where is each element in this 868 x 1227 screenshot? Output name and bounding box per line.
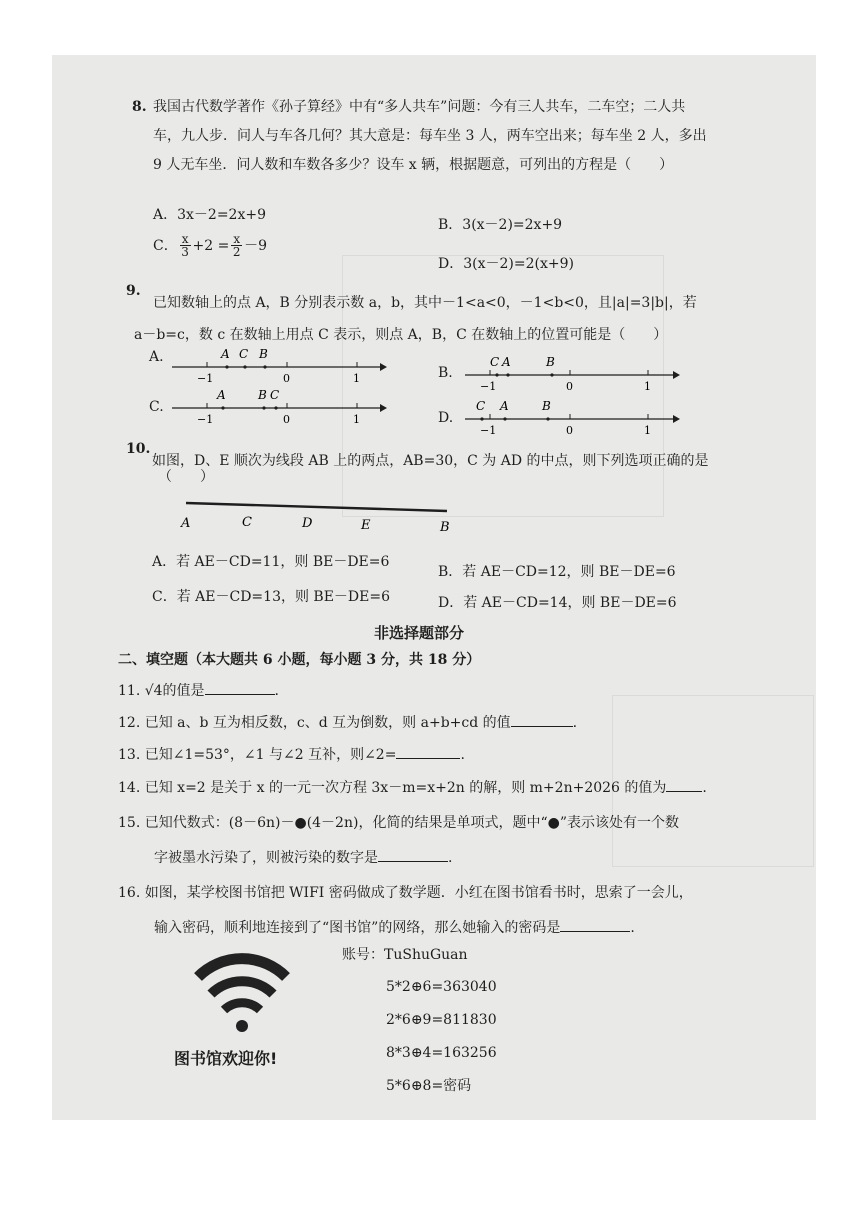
q8-text-line1: 我国古代数学著作《孙子算经》中有“多人共车”问题：今有三人共车，二车空；二人共 <box>153 99 686 115</box>
q10-text-line1: 如图，D、E 顺次为线段 AB 上的两点，AB=30，C 为 AD 的中点，则下列选项正确的是 <box>152 453 709 469</box>
q8-option-a: A．3x－2=2x+9 <box>153 207 266 223</box>
svg-text:A: A <box>500 399 509 413</box>
wifi-eq-1: 5*2⊕6=363040 <box>386 979 497 995</box>
svg-text:C: C <box>270 388 280 402</box>
q8-option-d: D．3(x－2)=2(x+9) <box>438 256 574 272</box>
seg-point-d: D <box>302 516 313 531</box>
q10-option-c: C．若 AE－CD=13，则 BE－DE=6 <box>152 589 391 605</box>
exam-page <box>52 55 816 1120</box>
q13: 13. 已知∠1=53°，∠1 与∠2 互补，则∠2= . <box>118 744 465 765</box>
q10-number: 10. <box>126 441 151 457</box>
q8-option-c: C． $\frac{x}{3}$ +2 = $\frac{x}{2}$ －9 <box>153 232 268 259</box>
wifi-icon <box>192 943 292 1039</box>
q10-segment-figure <box>172 495 462 539</box>
q8-text-line3: 9 人无车坐．问人数和车数各多少？设车 x 辆，根据题意，可列出的方程是（ ） <box>153 157 674 173</box>
svg-text:−1: −1 <box>480 424 497 437</box>
q15-line2: 字被墨水污染了，则被污染的数字是 . <box>154 847 452 868</box>
answer-blank[interactable] <box>666 777 702 792</box>
svg-text:B: B <box>258 388 267 402</box>
seg-point-b: B <box>440 520 450 535</box>
point-c: C <box>239 347 249 361</box>
answer-blank[interactable] <box>511 712 573 727</box>
svg-text:−1: −1 <box>197 413 214 426</box>
svg-text:A: A <box>502 355 511 369</box>
q10-paren: （ ） <box>158 469 214 485</box>
answer-blank[interactable] <box>378 847 448 862</box>
q9-number-line-a <box>167 340 387 384</box>
wifi-eq-2: 2*6⊕9=811830 <box>386 1012 497 1028</box>
answer-blank[interactable] <box>396 744 460 759</box>
wifi-eq-4: 5*6⊕8=密码 <box>386 1078 472 1094</box>
tick-label-neg1: −1 <box>197 372 214 384</box>
tick-label-1: 1 <box>353 372 360 384</box>
q9-number-line-c <box>167 388 387 432</box>
wifi-eq-3: 8*3⊕4=163256 <box>386 1045 497 1061</box>
q9-number-line-b <box>460 353 680 397</box>
seg-point-a: A <box>181 516 191 531</box>
svg-text:B: B <box>546 355 555 369</box>
svg-text:C: C <box>476 399 486 413</box>
q9-option-d-label: D. <box>438 410 454 426</box>
q8-number: 8. <box>132 99 147 115</box>
q16-line1: 16. 如图，某学校图书馆把 WIFI 密码做成了数学题．小红在图书馆看书时，思索了一会儿， <box>118 885 693 901</box>
q11: 11. √4的值是 . <box>118 680 279 701</box>
q10-option-a: A．若 AE－CD=11，则 BE－DE=6 <box>152 554 390 570</box>
q14: 14. 已知 x=2 是关于 x 的一元一次方程 3x－m=x+2n 的解，则 m+2n+2026 的值为 . <box>118 777 707 798</box>
q9-option-c-label: C. <box>149 399 164 415</box>
svg-text:−1: −1 <box>480 380 497 393</box>
q9-text-line2: a－b=c，数 c 在数轴上用点 C 表示，则点 A，B，C 在数轴上的位置可能是（ ） <box>134 327 668 343</box>
svg-text:0: 0 <box>566 380 573 393</box>
q9-number: 9. <box>126 283 141 299</box>
q8-text-line2: 车，九人步．问人与车各几何？其大意是：每车坐 3 人，两车空出来；每车坐 2 人，多出 <box>153 128 707 144</box>
tick-label-0: 0 <box>283 372 290 384</box>
svg-text:B: B <box>542 399 551 413</box>
svg-text:1: 1 <box>644 424 651 437</box>
seg-point-e: E <box>361 518 371 533</box>
q16-line2: 输入密码，顺利地连接到了“图书馆”的网络，那么她输入的密码是 . <box>154 917 635 938</box>
svg-text:0: 0 <box>566 424 573 437</box>
q15-line1: 15. 已知代数式：(8－6n)－●(4－2n)，化简的结果是单项式，题中“●”表示该处有一个数 <box>118 815 679 831</box>
q12: 12. 已知 a、b 互为相反数，c、d 互为倒数，则 a+b+cd 的值 . <box>118 712 577 733</box>
section-heading: 二、填空题（本大题共 6 小题，每小题 3 分，共 18 分） <box>118 652 481 668</box>
svg-text:1: 1 <box>353 413 360 426</box>
point-b: B <box>259 347 268 361</box>
q9-option-b-label: B. <box>438 365 453 381</box>
wifi-account: 账号：TuShuGuan <box>342 947 468 963</box>
q9-option-a-label: A. <box>149 349 164 365</box>
svg-text:A: A <box>217 388 226 402</box>
q8-option-b: B．3(x－2)=2x+9 <box>438 217 563 233</box>
fraction-x-over-2: $\frac{x}{2}$ <box>232 232 241 259</box>
svg-text:C: C <box>490 355 500 369</box>
fraction-x-over-3: $\frac{x}{3}$ <box>181 232 189 259</box>
answer-blank[interactable] <box>205 680 275 695</box>
q10-option-d: D．若 AE－CD=14，则 BE－DE=6 <box>438 595 677 611</box>
wifi-welcome-text: 图书馆欢迎你! <box>174 1049 278 1068</box>
q10-option-b: B．若 AE－CD=12，则 BE－DE=6 <box>438 564 676 580</box>
q9-text-line1: 已知数轴上的点 A，B 分别表示数 a，b，其中－1<a<0，－1<b<0，且|a|=3|b|，若 <box>153 295 697 311</box>
answer-blank[interactable] <box>560 917 630 932</box>
seg-point-c: C <box>242 515 252 530</box>
q9-number-line-d <box>460 397 680 441</box>
svg-text:1: 1 <box>644 380 651 393</box>
section-title: 非选择题部分 <box>374 624 465 642</box>
point-a: A <box>221 347 230 361</box>
svg-text:0: 0 <box>283 413 290 426</box>
